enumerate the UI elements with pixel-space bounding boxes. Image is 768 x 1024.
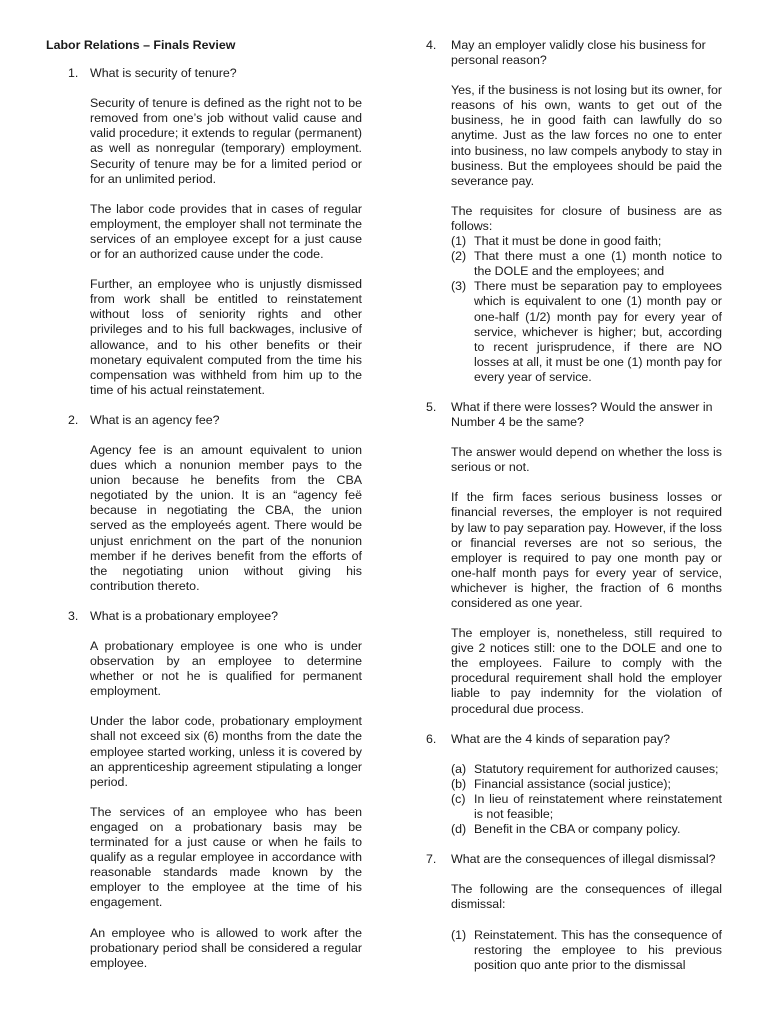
question-7 — [426, 852, 722, 867]
answer-paragraph: Under the labor code, probationary employment shall not exceed six (6) months from the date the employee started working, unless it is covered by an apprenticeship agreement stipulating a longer period. — [90, 714, 362, 789]
list-item: (c) In lieu of reinstatement where reinstatement is not feasible; — [451, 791, 722, 822]
answer-paragraph: Yes, if the business is not losing but its owner, for reasons of his own, wants to get out of the business, he in good faith can lawfully do so anytime. Just as the law forces no one to enter into business, no law compels anybody to stay in business. But the employees should be paid the severance pay. — [451, 83, 722, 188]
question-3 — [46, 609, 362, 624]
list-item: (2) That there must a one (1) month notice to the DOLE and the employees; and — [451, 249, 722, 279]
answer-paragraph: Agency fee is an amount equivalent to union dues which a nonunion member pays to the union because he benefits from the CBA negotiated by the union. It is an “agency feë because in negotiating the CBA, the union served as the employeés agent. There would be unjust enrichment on the part of the nonunion member if he derives benefit from the efforts of the negotiating union without giving his contribution thereto. — [90, 442, 362, 593]
answer-paragraph: The employer is, nonetheless, still required to give 2 notices still: one to the DOLE and one to the employees. Failure to comply with the procedural requirement shall hold the employer liable to pay indemnity for the violation of procedural due process. — [451, 626, 722, 716]
question-5 — [426, 400, 722, 430]
answer-paragraph: The labor code provides that in cases of regular employment, the employer shall not terminate the services of an employee except for a just cause or for an authorized cause under the code. — [90, 201, 362, 262]
answer-paragraph: Further, an employee who is unjustly dismissed from work shall be entitled to reinstatement without loss of seniority rights and other privileges and to his full backwages, inclusive of allowance, and to his other benefits or their monetary equivalent computed from the time his compensation was withheld from him up to the time of his actual reinstatement. — [90, 277, 362, 397]
list-item: (3) There must be separation pay to employees which is equivalent to one (1) month pay or one-half (1/2) month pay for every year of service, whichever is higher; but, according to recent jurisprudence, if there are NO losses at all, it must be one (1) month pay for every year of service. — [451, 279, 722, 384]
question-number: 1. — [68, 66, 79, 81]
list-item: (1) That it must be done in good faith; — [451, 234, 662, 249]
question-6 — [426, 732, 722, 747]
right-column — [426, 38, 722, 1024]
list-item: (b) Financial assistance (social justice); — [451, 776, 671, 791]
question-text: What is a probationary employee? — [90, 608, 279, 623]
question-number: 4. — [426, 38, 437, 52]
question-text: May an employer validly close his business for personal reason? — [451, 38, 706, 68]
question-1 — [46, 66, 362, 81]
answer-paragraph: The services of an employee who has been engaged on a probationary basis may be terminated for a just cause or when he fails to qualify as a regular employee in accordance with reasonable standards made known by the employer to the employee at the time of his engagement. — [90, 804, 362, 910]
question-text: What are the 4 kinds of separation pay? — [451, 731, 671, 746]
list-item: (1) Reinstatement. This has the consequence of restoring the employee to his previous position quo ante prior to the dismissal — [451, 927, 722, 972]
question-number: 6. — [426, 731, 437, 746]
answer-paragraph: Security of tenure is defined as the right not to be removed from one’s job without valid cause and valid procedure; it extends to regular (permanent) as well as nonregular (temporary) employment. Security of tenure may be for a limited period or for an unlimited period. — [90, 96, 362, 186]
question-4 — [426, 38, 722, 68]
separation-pay-list — [426, 762, 722, 837]
answer-paragraph: The following are the consequences of illegal dismissal: — [451, 882, 722, 912]
answer-paragraph: The answer would depend on whether the loss is serious or not. — [451, 445, 722, 475]
question-text: What if there were losses? Would the answer in Number 4 be the same? — [451, 399, 713, 430]
question-text: What is an agency fee? — [90, 412, 220, 427]
document-title: Labor Relations – Finals Review — [46, 38, 236, 52]
consequences-list — [426, 928, 722, 973]
question-text: What are the consequences of illegal dismissal? — [451, 852, 716, 867]
list-item: (a) Statutory requirement for authorized causes; — [451, 761, 719, 776]
question-2 — [46, 413, 362, 428]
answer-paragraph: The requisites for closure of business are as follows: — [451, 203, 722, 233]
answer-paragraph: An employee who is allowed to work after the probationary period shall be considered a regular employee. — [90, 925, 362, 970]
answer-paragraph: If the firm faces serious business losses or financial reverses, the employer is not required by law to pay separation pay. However, if the loss or financial reverses are not so serious, the employer is required to pay one month pay or one-half month pays for every year of service, whichever is higher, the fraction of 6 months considered as one year. — [451, 490, 722, 610]
requisites-list — [426, 234, 722, 385]
question-text: What is security of tenure? — [90, 66, 237, 81]
question-number: 2. — [68, 412, 79, 427]
left-column — [46, 38, 362, 986]
question-number: 7. — [426, 852, 437, 867]
list-item: (d) Benefit in the CBA or company policy. — [451, 822, 681, 837]
question-number: 5. — [426, 399, 437, 414]
answer-paragraph: A probationary employee is one who is under observation by an employee to determine whether or not he is qualified for permanent employment. — [90, 639, 362, 699]
question-number: 3. — [68, 608, 79, 623]
